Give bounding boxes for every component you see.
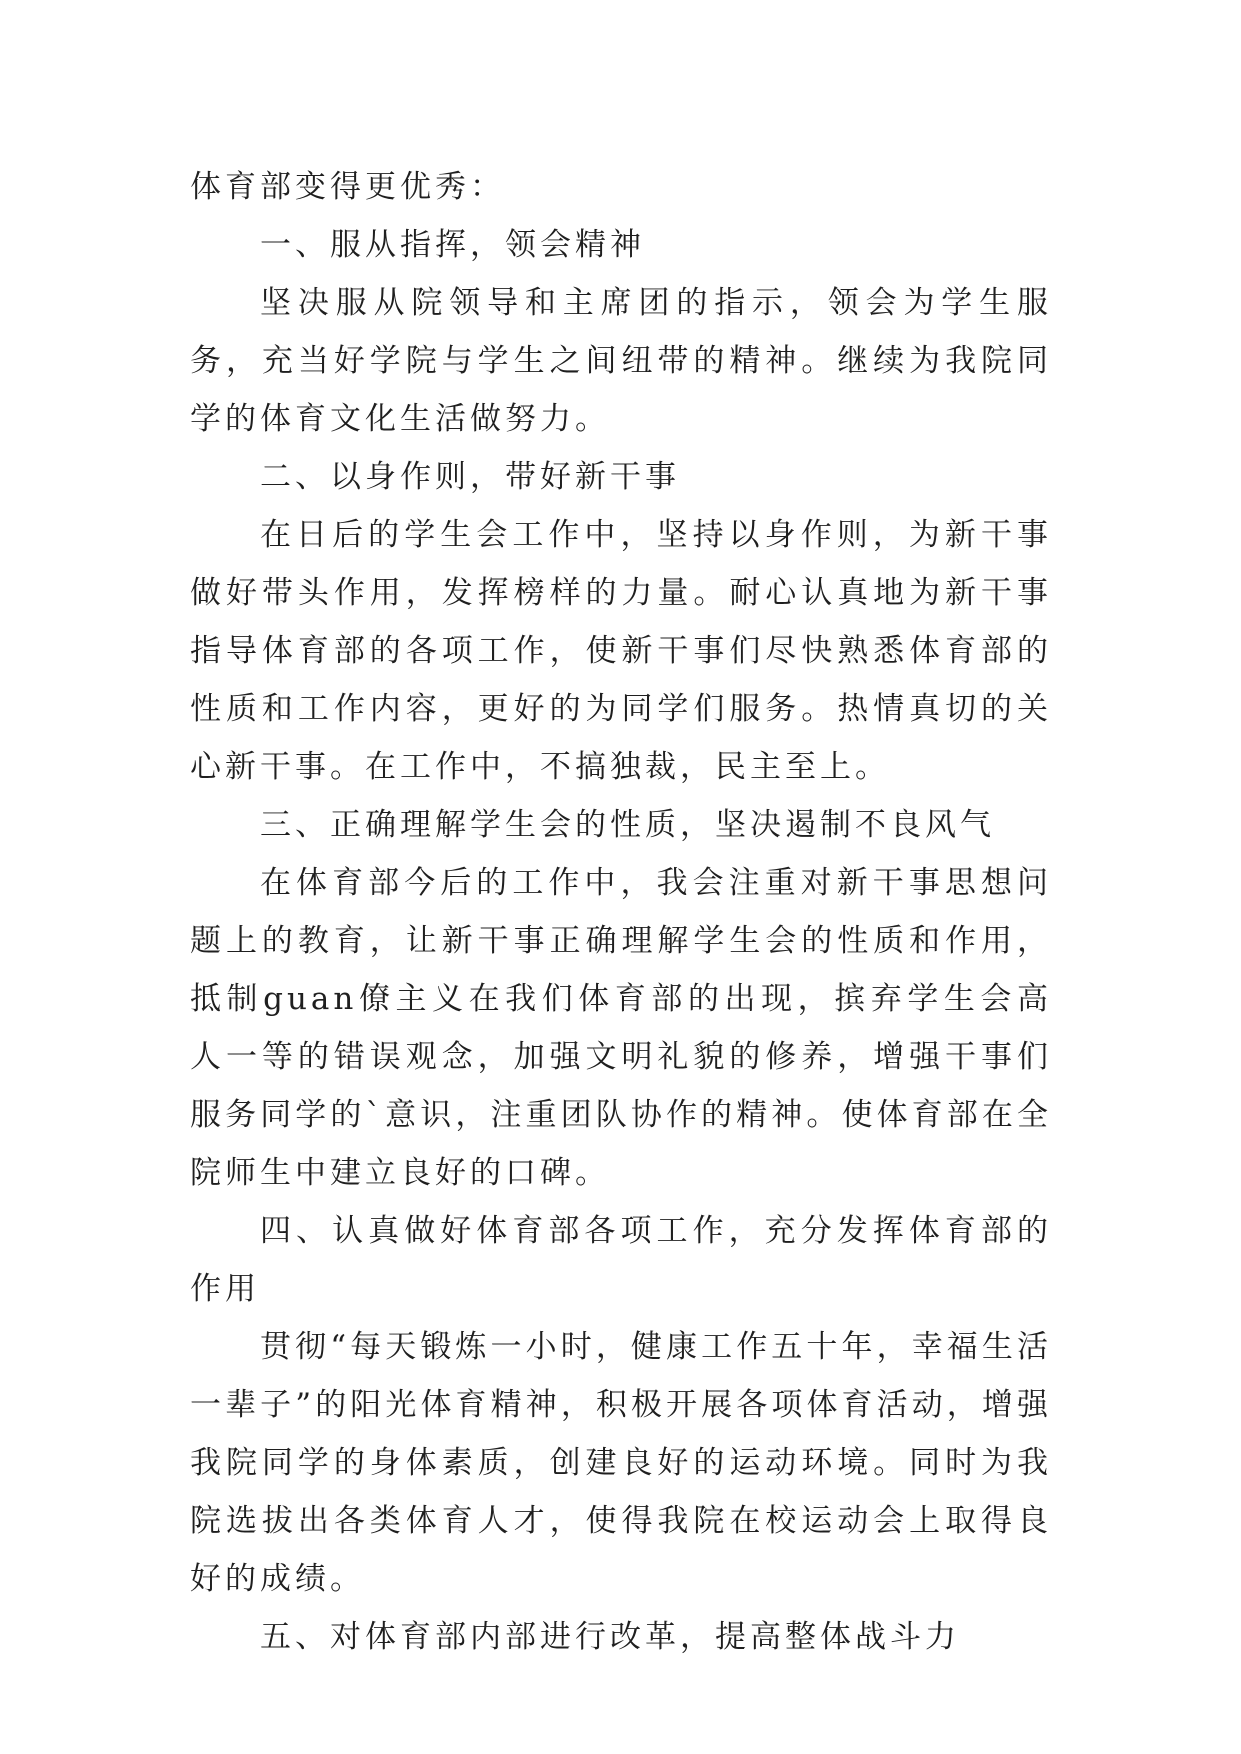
section-body-2: 在日后的学生会工作中，坚持以身作则，为新干事做好带头作用，发挥榜样的力量。耐心认真地为新干事指导体育部的各项工作，使新干事们尽快熟悉体育部的性质和工作内容，更好的为同学们服务。热情真切的关心新干事。在工作中，不搞独裁，民主至上。: [190, 517, 1052, 785]
section-body-1: 坚决服从院领导和主席团的指示，领会为学生服务，充当好学院与学生之间纽带的精神。继续为我院同学的体育文化生活做努力。: [190, 285, 1052, 437]
section-heading-2: 二、以身作则，带好新干事: [260, 459, 680, 495]
section-body-3: 在体育部今后的工作中，我会注重对新干事思想问题上的教育，让新干事正确理解学生会的性质和作用，抵制guan僚主义在我们体育部的出现，摈弃学生会高人一等的错误观念，加强文明礼貌的修养，增强干事们服务同学的`意识，注重团队协作的精神。使体育部在全院师生中建立良好的口碑。: [190, 865, 1052, 1191]
document-page: [190, 158, 1052, 1666]
section-heading-1: 一、服从指挥，领会精神: [260, 227, 645, 263]
paragraph-continuation: 体育部变得更优秀：: [190, 169, 505, 205]
section-heading-5: 五、对体育部内部进行改革，提高整体战斗力: [260, 1619, 960, 1655]
section-body-4: 贯彻“每天锻炼一小时，健康工作五十年，幸福生活一辈子”的阳光体育精神，积极开展各项体育活动，增强我院同学的身体素质，创建良好的运动环境。同时为我院选拔出各类体育人才，使得我院在校运动会上取得良好的成绩。: [190, 1329, 1052, 1597]
section-heading-4: 四、认真做好体育部各项工作，充分发挥体育部的作用: [190, 1213, 1052, 1307]
section-heading-3: 三、正确理解学生会的性质，坚决遏制不良风气: [260, 807, 995, 843]
